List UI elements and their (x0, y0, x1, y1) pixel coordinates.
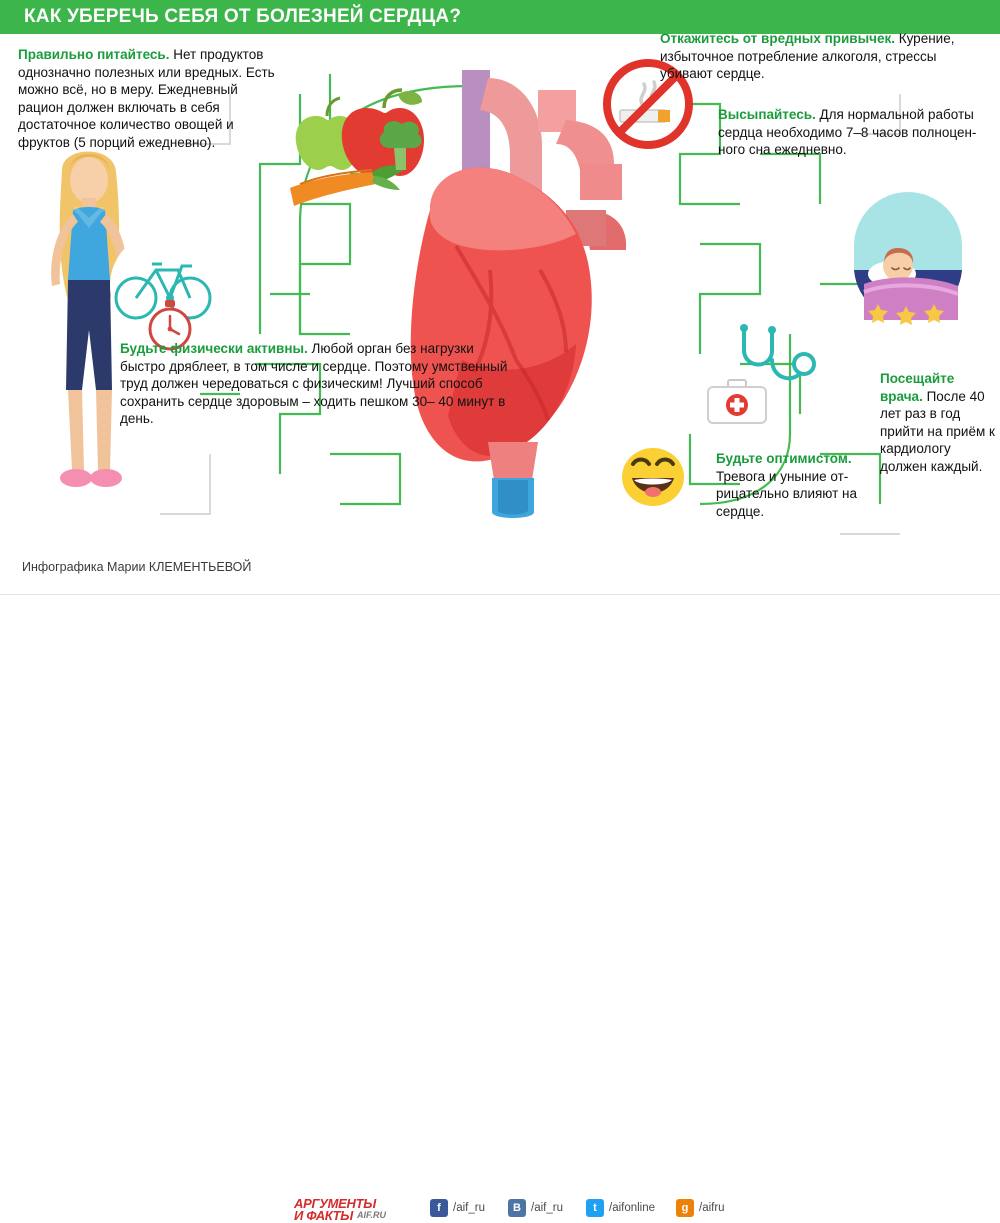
odnoklassniki-handle: /aifru (699, 1202, 725, 1214)
social-facebook[interactable] (430, 1196, 493, 1220)
tip-optimist (716, 450, 866, 520)
facebook-handle: /aif_ru (453, 1202, 485, 1214)
facebook-icon: f (430, 1199, 448, 1217)
header-bar (0, 0, 1000, 34)
tip-optimist-lead: Будьте оптимистом. (716, 451, 852, 466)
twitter-handle: /aifonline (609, 1202, 656, 1214)
tip-doctor-lead: Посещайте врача. (880, 371, 955, 404)
odnoklassniki-icon: g (676, 1199, 694, 1217)
tip-activity (120, 340, 510, 428)
sleeping-person-icon (854, 212, 962, 320)
tip-activity-body: Любой орган без нагрузки быстро дряблеет, в том числе и сердце. Поэтому умственный труд должен чередоваться с физическим! Лучший способ сохранить сердце здоровым – ходить пешком 30– 40 минут в день. (120, 341, 508, 426)
author-credit: Инфографика Марии КЛЕМЕНТЬЕВОЙ (22, 560, 252, 574)
tip-sleep-body: Для нормальной работы сердца необходимо 7–8 часов полноценного сна ежедневно. (718, 107, 977, 157)
social-odnoklassniki[interactable] (676, 1196, 733, 1220)
twitter-icon: t (586, 1199, 604, 1217)
tip-habits-lead: Откажитесь от вредных привычек. (660, 31, 895, 46)
first-aid-kit-icon (706, 378, 768, 426)
tip-doctor-body: После 40 лет раз в год прийти на приём к кардиологу должен каждый. (880, 388, 995, 474)
footer-bar (0, 594, 1000, 1223)
tip-doctor (880, 370, 995, 475)
tip-sleep-lead: Высыпайтесь. (718, 107, 816, 122)
smiley-face-icon (620, 446, 686, 508)
logo-line-2: И ФАКТЫ (294, 1208, 353, 1223)
vk-icon: B (508, 1199, 526, 1217)
tip-nutrition-body: Нет продуктов однозначно полезных или вредных. Есть можно всё, но в меру. Ежедневный рацион должен включать в себя достаточное количество овощей и фруктов (5 порций ежедневно). (18, 47, 275, 150)
social-twitter[interactable] (586, 1196, 663, 1220)
tip-habits (660, 30, 990, 83)
social-vk[interactable] (508, 1196, 571, 1220)
tip-nutrition (18, 46, 283, 151)
logo-domain: AIF.RU (357, 1210, 386, 1220)
page-title: КАК УБЕРЕЧЬ СЕБЯ ОТ БОЛЕЗНЕЙ СЕРДЦА? (24, 6, 462, 27)
tip-habits-body: Курение, избыточное потребление алкоголя, стрессы убивают сердце. (660, 31, 955, 81)
tip-sleep (718, 106, 988, 159)
tip-optimist-body: Тревога и уныние отрицательно влияют на сердце. (716, 468, 858, 519)
tip-activity-lead: Будьте физически активны. (120, 341, 308, 356)
logo-line-1: АРГУМЕНТЫ (294, 1196, 376, 1211)
vk-handle: /aif_ru (531, 1202, 563, 1214)
aif-logo[interactable] (294, 1196, 414, 1222)
tip-nutrition-lead: Правильно питайтесь. (18, 47, 170, 62)
